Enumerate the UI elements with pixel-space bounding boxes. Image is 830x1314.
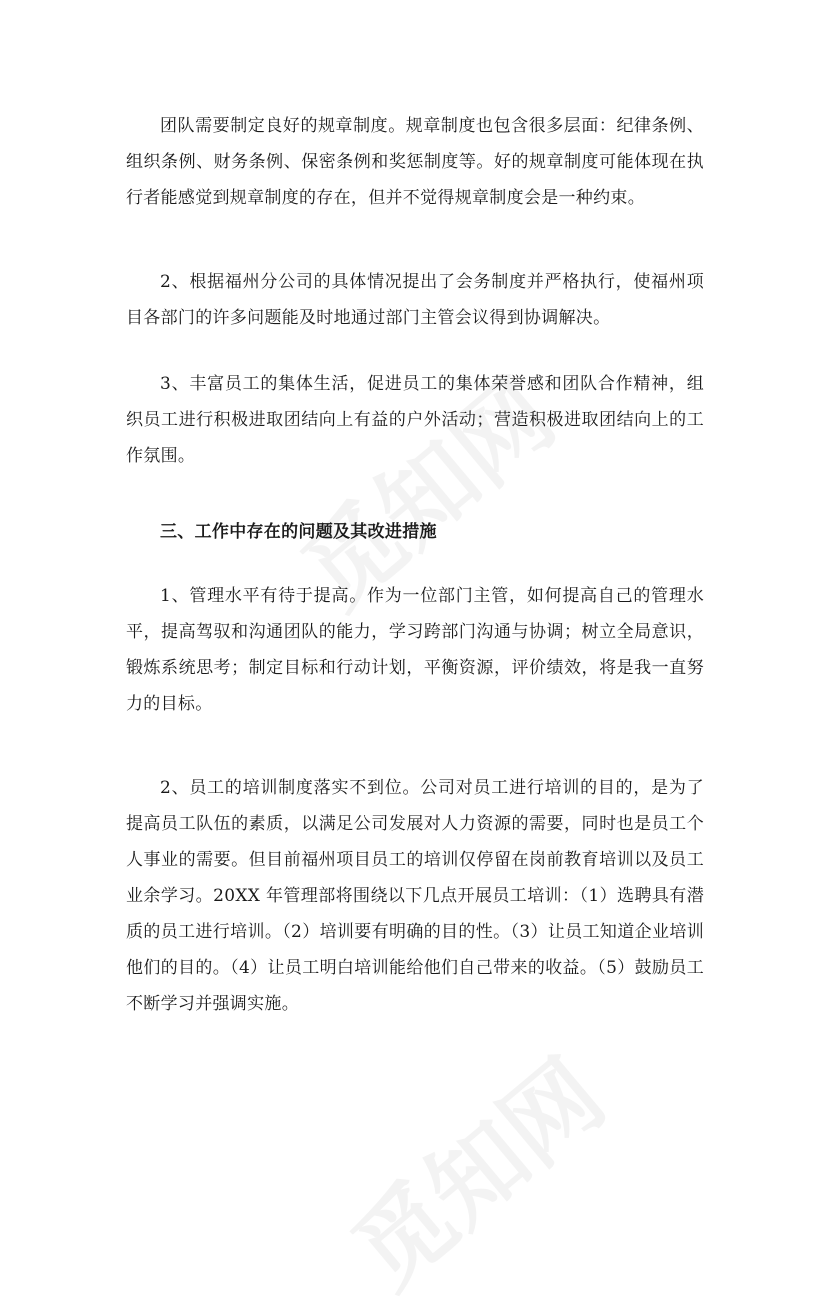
section-heading: 三、工作中存在的问题及其改进措施 bbox=[160, 522, 437, 542]
watermark-bottom bbox=[320, 1023, 629, 1313]
paragraph-meeting-system: 2、根据福州分公司的具体情况提出了会务制度并严格执行，使福州项目各部门的许多问题能及时地通过部门主管会议得到协调解决。 bbox=[126, 272, 704, 328]
paragraph-rules: 团队需要制定良好的规章制度。规章制度也包含很多层面：纪律条例、组织条例、财务条例、保密条例和奖惩制度等。好的规章制度可能体现在执行者能感觉到规章制度的存在，但并不觉得规章制度会是一种约束。 bbox=[126, 116, 704, 208]
paragraph-training-system: 2、员工的培训制度落实不到位。公司对员工进行培训的目的，是为了提高员工队伍的素质，以满足公司发展对人力资源的需要，同时也是员工个人事业的需要。但目前福州项目员工的培训仅停留在岗前教育培训以及员工业余学习。20XX 年管理部将围绕以下几点开展员工培训：（1）选聘具有潜质的员工进行培训。（2）培训要有明确的目的性。（3）让员工知道企业培训他们的目的。（4）让员工明白培训能给他们自己带来的收益。（5）鼓励员工不断学习并强调实施。 bbox=[126, 778, 704, 1014]
paragraph-management-level: 1、管理水平有待于提高。作为一位部门主管，如何提高自己的管理水平，提高驾驭和沟通团队的能力，学习跨部门沟通与协调；树立全局意识，锻炼系统思考；制定目标和行动计划，平衡资源，评价绩效，将是我一直努力的目标。 bbox=[126, 586, 704, 714]
paragraph-collective-life: 3、丰富员工的集体生活，促进员工的集体荣誉感和团队合作精神，组织员工进行积极进取团结向上有益的户外活动；营造积极进取团结向上的工作氛围。 bbox=[126, 374, 704, 466]
